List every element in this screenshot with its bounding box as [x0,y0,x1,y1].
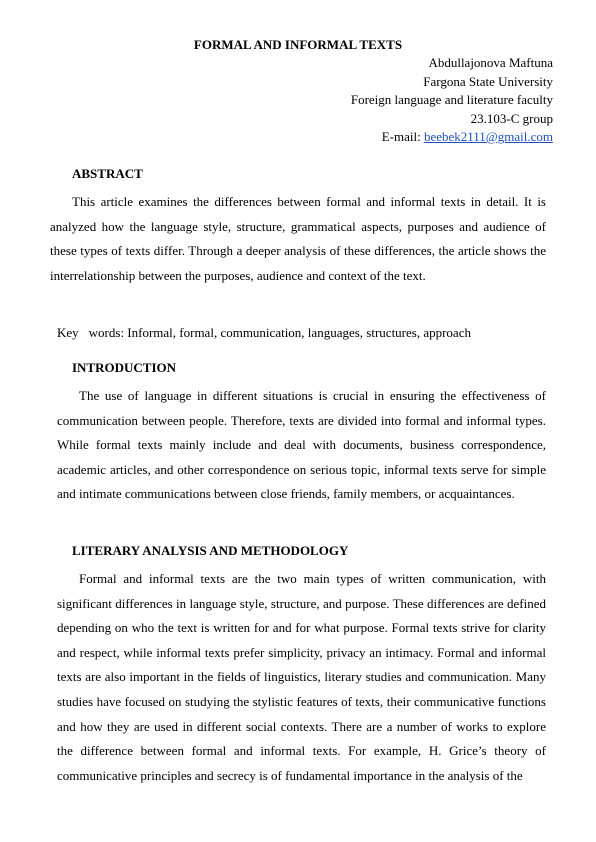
abstract-heading: ABSTRACT [72,166,143,181]
author-university: Fargona State University [423,74,553,89]
analysis-heading: LITERARY ANALYSIS AND METHODOLOGY [72,543,349,558]
keywords-line [57,325,471,341]
email-link[interactable]: beebek2111@gmail.com [423,129,553,144]
email-label: E-mail: [381,129,424,144]
introduction-heading: INTRODUCTION [72,360,177,375]
analysis-paragraph: Formal and informal texts are the two main types of written communication, with significant differences in language style, structure, and purpose. These differences are defined depending on who the text is written for and for what purpose. Formal texts strive for clarity and respect, while informal texts prefer simplicity, privacy an intimacy. Formal and informal texts are also important in the fields of linguistics, literary studies and communication. Many studies have focused on studying the stylistic features of texts, their communicative functions and how they are used in different social contexts. There are a number of works to explore the difference between formal and informal texts. For example, H. Grice’s theory of communicative principles and secrecy is of fundamental importance in the analysis of the [57,571,546,783]
author-name: Abdullajonova Maftuna [428,55,553,70]
abstract-paragraph: This article examines the differences between formal and informal texts in detail. It is analyzed how the language style, structure, grammatical aspects, purposes and audience of these types of texts differ. Through a deeper analysis of these differences, the article shows the interrelationship between the purposes, audience and context of the text. [50,194,546,283]
introduction-paragraph: The use of language in different situations is crucial in ensuring the effectiveness of communication between people. Therefore, texts are divided into formal and informal types. While formal texts mainly include and deal with documents, business correspondence, academic articles, and other correspondence on serious topic, informal texts serve for simple and intimate communications between close friends, family members, or acquaintances. [57,388,546,502]
keywords-label: Key [57,325,79,340]
author-group: 23.103-C group [470,111,553,126]
paper-title: FORMAL AND INFORMAL TEXTS [193,37,403,52]
keywords-text: words: Informal, formal, communication, languages, structures, approach [88,325,471,340]
author-email-line [382,129,553,145]
author-faculty: Foreign language and literature faculty [350,92,553,107]
